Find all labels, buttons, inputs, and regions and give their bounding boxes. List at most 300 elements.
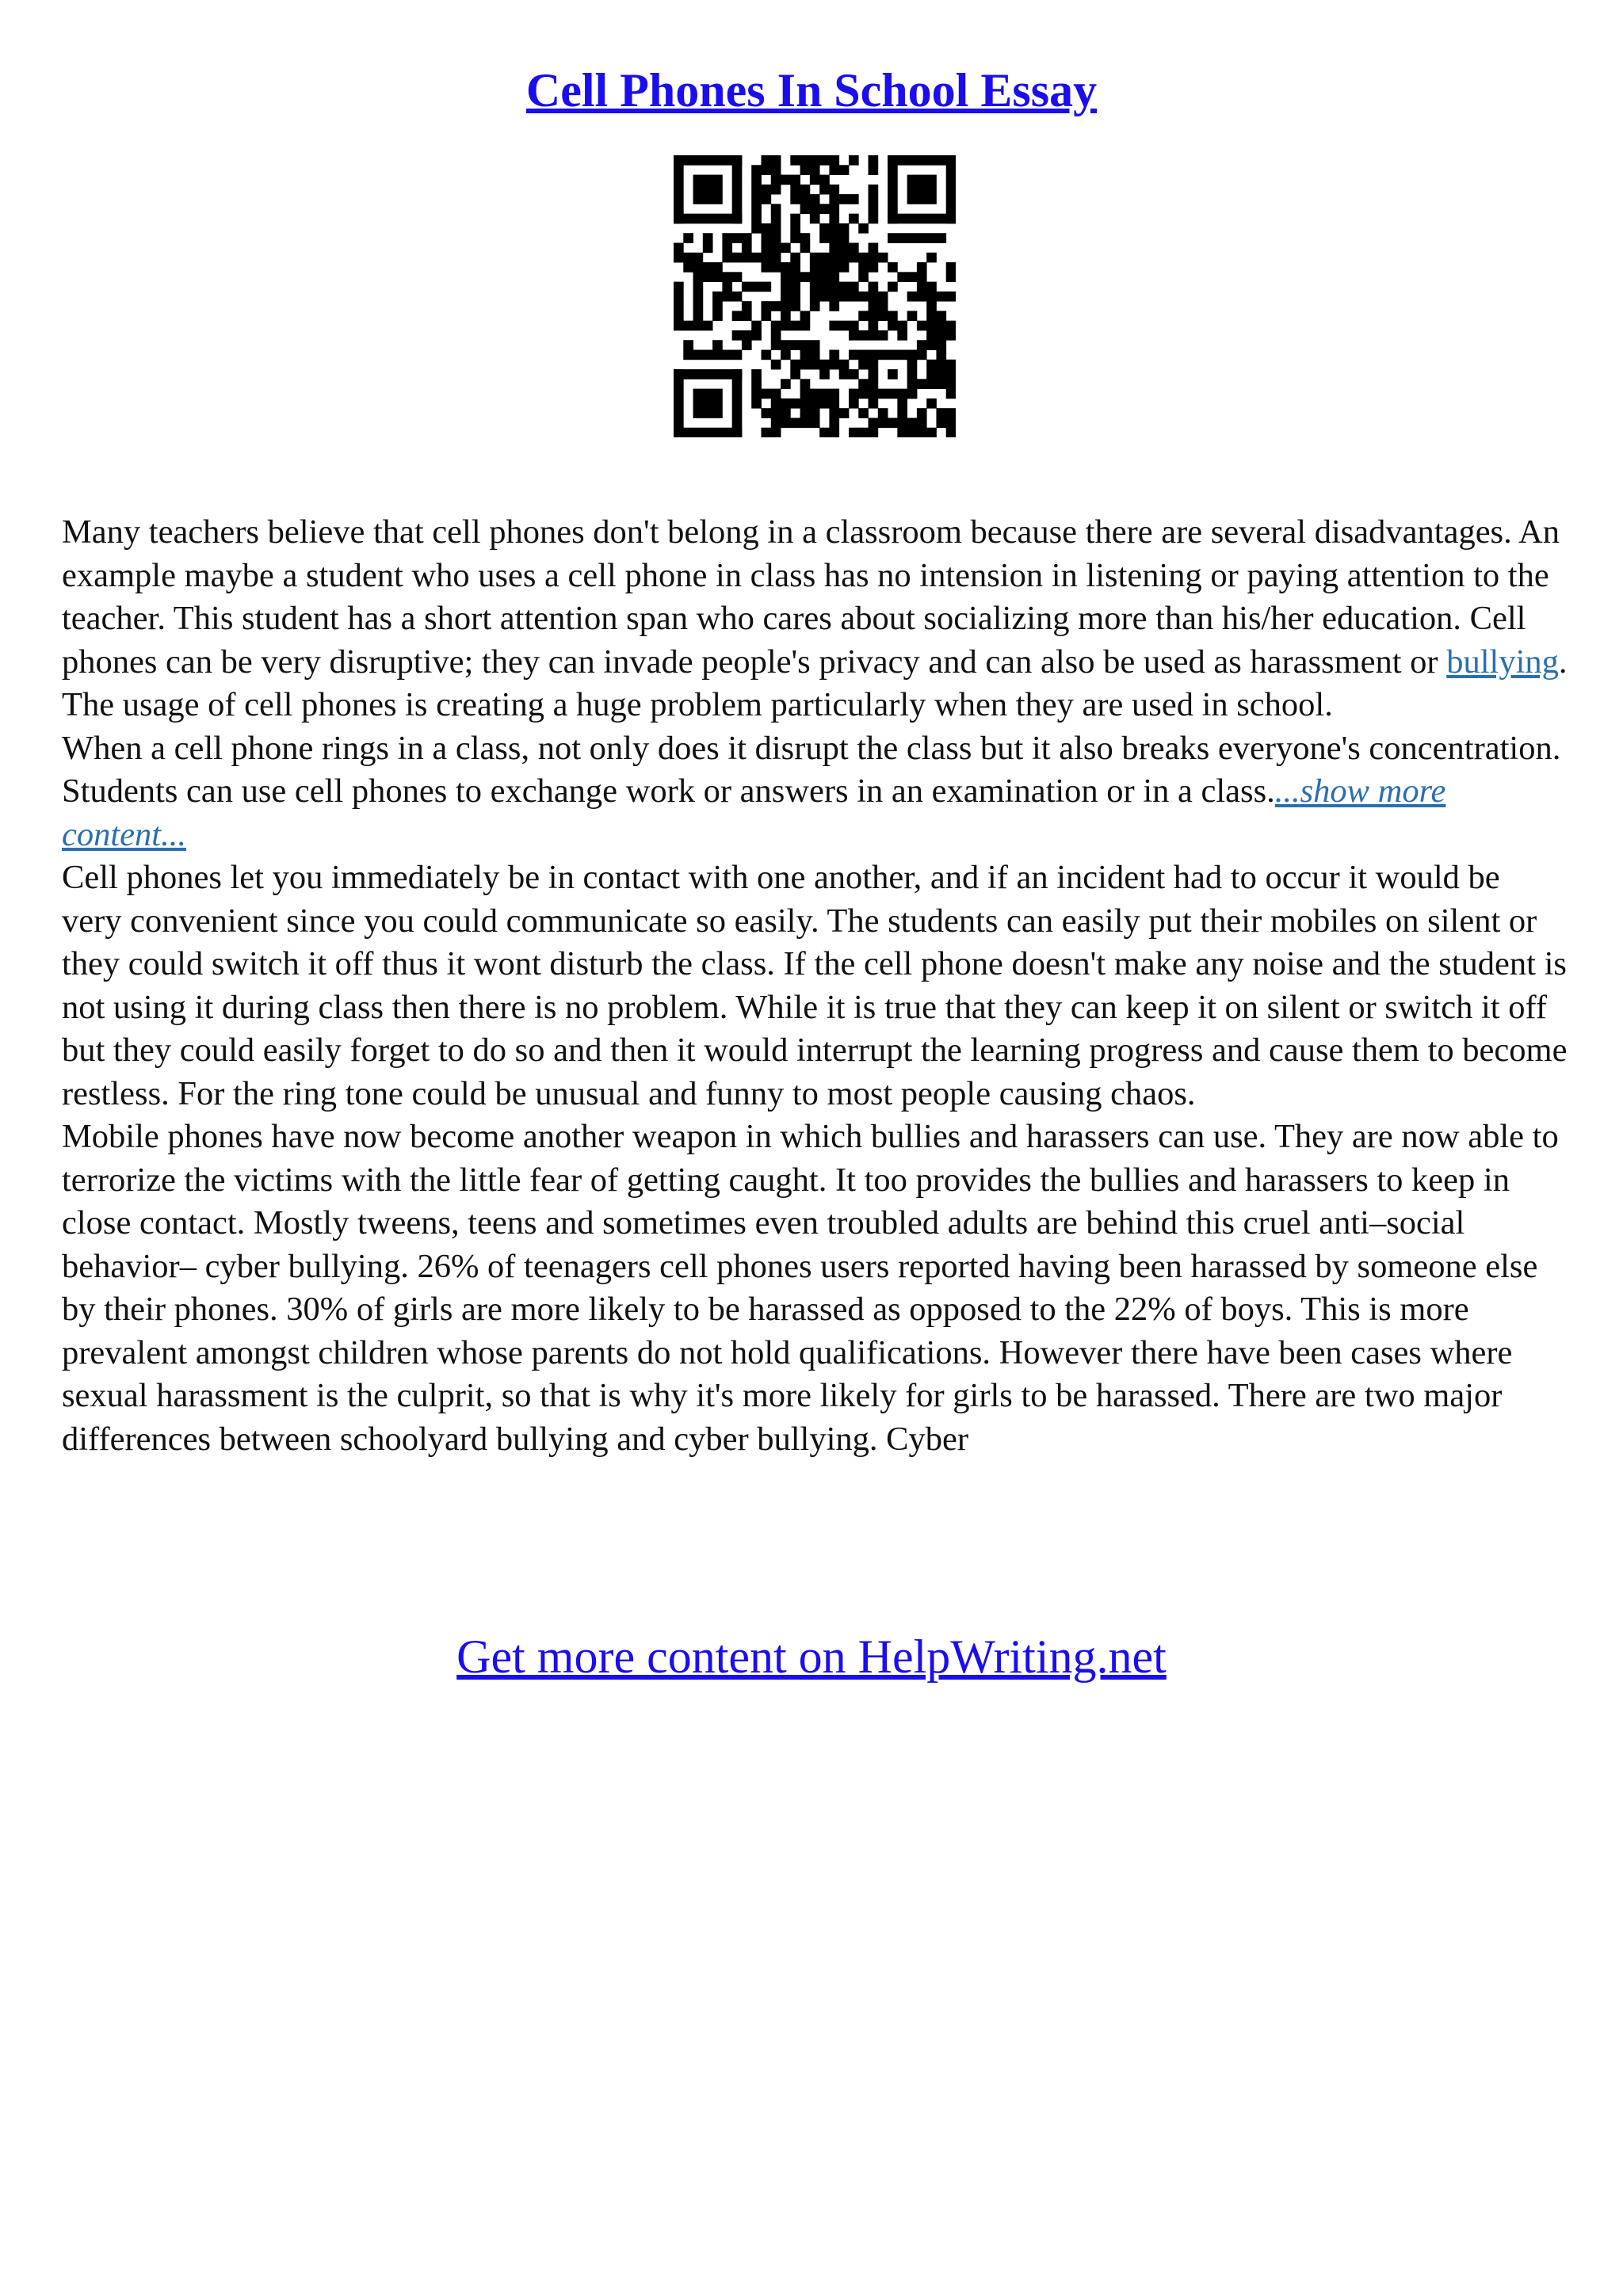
qr-module	[800, 272, 811, 282]
qr-module	[858, 408, 869, 418]
qr-module	[917, 262, 927, 273]
qr-module	[849, 292, 859, 302]
qr-module	[781, 272, 791, 282]
qr-module	[800, 399, 811, 409]
qr-module	[703, 233, 713, 243]
qr-module	[810, 292, 820, 302]
qr-module	[897, 408, 907, 418]
qr-module	[858, 330, 869, 341]
title-link[interactable]: Cell Phones In School Essay	[525, 64, 1098, 116]
qr-module	[888, 321, 898, 331]
qr-module	[810, 272, 820, 282]
qr-module	[790, 194, 800, 204]
qr-module	[869, 214, 879, 224]
qr-module	[751, 223, 762, 234]
qr-module	[810, 175, 820, 185]
qr-module	[771, 360, 781, 370]
qr-module	[761, 185, 771, 195]
qr-module	[869, 350, 879, 399]
qr-module	[946, 330, 956, 341]
qr-module	[800, 185, 811, 195]
qr-module	[858, 379, 869, 389]
qr-module	[819, 389, 830, 399]
qr-module	[829, 389, 839, 399]
qr-module	[849, 369, 859, 379]
qr-module	[751, 282, 762, 292]
qr-code-graphic	[674, 155, 956, 437]
qr-module	[858, 253, 869, 263]
qr-module	[897, 428, 907, 437]
qr-module	[674, 369, 742, 379]
qr-module	[693, 253, 704, 263]
qr-module	[771, 242, 781, 253]
qr-module	[751, 204, 762, 214]
qr-module	[869, 428, 879, 437]
qr-module	[810, 214, 820, 224]
qr-module	[829, 194, 839, 204]
qr-module	[732, 253, 743, 263]
qr-module	[790, 301, 800, 311]
qr-module	[897, 330, 907, 341]
qr-module	[829, 350, 839, 360]
qr-module	[810, 389, 820, 399]
qr-module	[869, 321, 879, 331]
qr-module	[790, 292, 800, 302]
qr-module	[674, 321, 684, 331]
qr-module	[858, 389, 869, 399]
qr-module	[849, 350, 859, 360]
qr-module	[674, 311, 684, 321]
qr-module	[771, 223, 781, 234]
qr-module	[781, 292, 791, 302]
qr-module	[819, 292, 830, 302]
qr-module	[917, 418, 927, 428]
qr-module	[907, 233, 918, 243]
qr-module	[751, 321, 762, 331]
qr-module	[829, 360, 839, 370]
qr-module	[771, 330, 781, 341]
qr-module	[712, 340, 723, 350]
qr-module	[751, 379, 762, 389]
essay-paragraph-3: Cell phones let you immediately be in contact with one another, and if an incident had to occur it would be very convenient since you could communicate so easily. The students can easily put their mobiles on silent or they could switch it off thus it wont disturb the class. If the cell phone doesn't make any noise and the student is not using it during class then there is no problem. While it is true that they can keep it on silent or switch it off but they could easily forget to do so and then it would interrupt the learning progress and cause them to become restless. For the ring tone could be unusual and funny to most people causing chaos.	[62, 859, 1568, 1112]
qr-module	[781, 282, 791, 292]
qr-module	[926, 399, 937, 409]
qr-module	[742, 242, 752, 253]
qr-module	[839, 223, 850, 234]
qr-module	[790, 175, 800, 185]
qr-module	[849, 399, 859, 409]
qr-module	[771, 165, 781, 175]
qr-module	[693, 175, 723, 204]
qr-module	[907, 175, 937, 204]
qr-module	[790, 321, 800, 331]
qr-module	[790, 340, 800, 350]
qr-module	[849, 214, 859, 224]
qr-module	[907, 428, 918, 437]
qr-module	[693, 272, 704, 282]
qr-module	[742, 330, 752, 341]
get-more-content-link[interactable]: Get more content on HelpWriting.net	[456, 1630, 1167, 1683]
qr-module	[693, 262, 704, 273]
qr-module	[829, 428, 839, 437]
qr-module	[732, 350, 743, 360]
qr-module	[742, 311, 752, 321]
qr-module	[790, 282, 800, 292]
qr-module	[800, 408, 811, 418]
qr-module	[936, 360, 946, 370]
qr-module	[751, 253, 762, 263]
qr-module	[839, 233, 850, 243]
qr-module	[712, 311, 723, 321]
qr-module	[771, 399, 781, 409]
qr-module	[674, 253, 684, 263]
qr-module	[781, 311, 791, 321]
qr-module	[761, 262, 771, 273]
qr-module	[810, 194, 820, 204]
qr-module	[858, 350, 869, 360]
qr-module	[917, 321, 927, 331]
qr-module	[703, 272, 713, 282]
qr-module	[936, 408, 946, 418]
qr-module	[907, 350, 918, 399]
footer	[0, 1628, 1623, 1685]
qr-module	[693, 292, 704, 302]
qr-module	[839, 369, 850, 379]
qr-module	[761, 223, 771, 234]
qr-module	[771, 214, 781, 224]
qr-module	[897, 233, 907, 243]
qr-module	[858, 428, 869, 437]
qr-module	[829, 253, 839, 263]
qr-module	[800, 165, 811, 175]
qr-module	[829, 214, 839, 224]
qr-module	[819, 262, 830, 273]
qr-module	[751, 214, 762, 224]
qr-module	[810, 350, 820, 360]
qr-module	[917, 428, 927, 437]
qr-module	[761, 301, 771, 311]
qr-module	[858, 311, 869, 321]
show-more-link[interactable]: ...show more content...	[62, 772, 1446, 853]
qr-module	[936, 350, 946, 360]
qr-module	[819, 369, 830, 379]
qr-module	[683, 233, 693, 243]
qr-module	[829, 242, 839, 253]
qr-module	[742, 340, 752, 350]
qr-module	[897, 272, 907, 282]
qr-module	[858, 360, 869, 370]
qr-module	[819, 175, 830, 185]
qr-module	[869, 262, 879, 273]
qr-module	[781, 418, 791, 428]
qr-module	[800, 233, 811, 243]
qr-module	[869, 204, 879, 214]
qr-module	[829, 301, 839, 311]
qr-module	[761, 242, 771, 253]
qr-module	[917, 282, 927, 292]
qr-module	[849, 194, 859, 204]
paragraph-1-text-end: . The usage of cell phones is creating a huge problem particularly when they are used in school.	[62, 643, 1568, 723]
qr-module	[722, 242, 732, 253]
qr-module	[946, 379, 956, 389]
qr-module	[829, 185, 839, 195]
qr-module	[761, 408, 771, 418]
qr-module	[829, 408, 839, 418]
qr-module	[761, 165, 771, 175]
qr-module	[946, 428, 956, 437]
qr-module	[888, 155, 898, 223]
qr-module	[674, 301, 684, 311]
qr-module	[683, 253, 693, 263]
qr-module	[790, 418, 800, 428]
qr-module	[761, 155, 771, 166]
qr-module	[800, 389, 811, 399]
qr-module	[849, 253, 859, 263]
qr-module	[829, 204, 839, 214]
qr-module	[790, 369, 800, 379]
qr-module	[946, 408, 956, 418]
qr-module	[790, 262, 800, 273]
qr-module	[771, 418, 781, 428]
qr-module	[907, 311, 918, 321]
qr-module	[897, 418, 907, 428]
qr-module	[771, 204, 781, 214]
qr-module	[869, 194, 879, 204]
qr-module	[829, 272, 839, 282]
qr-module	[761, 389, 771, 399]
qr-module	[683, 350, 693, 360]
qr-module	[849, 155, 859, 166]
qr-module	[761, 428, 771, 437]
qr-module	[907, 292, 918, 302]
qr-module	[810, 253, 820, 263]
qr-module	[722, 233, 732, 243]
page-title	[0, 62, 1623, 119]
qr-module	[790, 272, 800, 282]
qr-module	[810, 301, 820, 311]
qr-module	[790, 185, 800, 195]
qr-module	[869, 399, 879, 409]
qr-module	[693, 311, 704, 321]
qr-module	[926, 428, 937, 437]
qr-module	[781, 301, 791, 311]
qr-module	[946, 360, 956, 370]
qr-module	[888, 282, 898, 292]
qr-module	[761, 311, 771, 321]
qr-module	[829, 155, 839, 166]
qr-module	[761, 282, 771, 292]
qr-module	[926, 360, 937, 370]
qr-module	[781, 399, 791, 409]
qr-module	[732, 311, 743, 321]
qr-module	[839, 408, 850, 418]
qr-module	[703, 321, 713, 331]
qr-module	[722, 292, 732, 302]
qr-module	[674, 155, 684, 223]
qr-module	[917, 408, 927, 418]
qr-module	[771, 253, 781, 263]
qr-module	[888, 369, 898, 379]
qr-module	[829, 292, 839, 302]
qr-module	[712, 292, 723, 302]
qr-module	[936, 369, 946, 379]
qr-module	[839, 262, 850, 273]
qr-module	[869, 165, 879, 175]
qr-module	[819, 360, 830, 370]
qr-module	[819, 233, 830, 243]
qr-module	[800, 418, 811, 428]
qr-module	[810, 282, 820, 292]
qr-module	[771, 233, 781, 243]
qr-module	[732, 155, 743, 223]
qr-module	[771, 301, 781, 311]
qr-module	[849, 242, 859, 253]
qr-module	[926, 292, 937, 302]
qr-module	[897, 399, 907, 409]
qr-module	[800, 340, 811, 350]
qr-module	[829, 262, 839, 273]
qr-module	[946, 272, 956, 282]
qr-module	[810, 340, 820, 350]
qr-module	[839, 360, 850, 370]
qr-module	[888, 418, 898, 428]
qr-module	[936, 379, 946, 389]
qr-module	[878, 408, 888, 418]
qr-module	[771, 428, 781, 437]
qr-module	[926, 253, 937, 263]
qr-module	[810, 155, 820, 166]
qr-module	[869, 155, 879, 166]
qr-module	[810, 408, 820, 418]
qr-module	[878, 418, 888, 428]
qr-module	[839, 165, 850, 175]
qr-module	[751, 399, 762, 409]
qr-module	[819, 253, 830, 263]
qr-module	[869, 292, 879, 302]
qr-module	[946, 262, 956, 273]
qr-module	[751, 165, 762, 175]
qr-module	[742, 233, 752, 243]
qr-module	[917, 379, 927, 389]
qr-module	[800, 204, 811, 214]
qr-module	[926, 330, 937, 341]
qr-module	[946, 321, 956, 331]
qr-module	[722, 253, 732, 263]
qr-module	[829, 165, 839, 175]
qr-module	[858, 262, 869, 273]
qr-module	[790, 223, 800, 234]
qr-module	[712, 272, 723, 282]
qr-module	[771, 321, 781, 331]
qr-module	[946, 292, 956, 302]
qr-module	[897, 321, 907, 331]
qr-module	[800, 360, 811, 370]
qr-module	[946, 155, 956, 223]
qr-module	[732, 292, 743, 302]
qr-module	[926, 311, 937, 321]
qr-module	[839, 253, 850, 263]
qr-module	[849, 389, 859, 399]
qr-module	[790, 253, 800, 263]
qr-module	[790, 155, 800, 166]
essay-paragraph-4: Mobile phones have now become another weapon in which bullies and harassers can use. They are now able to terrorize the victims with the little fear of getting caught. It too provides the bullies and harassers to keep in close contact. Mostly tweens, teens and sometimes even troubled adults are behind this cruel anti–social behavior– cyber bullying. 26% of teenagers cell phones users reported having been harassed by someone else by their phones. 30% of girls are more likely to be harassed as opposed to the 22% of boys. This is more prevalent amongst children whose parents do not hold qualifications. However there have been cases where sexual harassment is the culprit, so that is why it's more likely for girls to be harassed. There are two major differences between schoolyard bullying and cyber bullying. Cyber	[62, 1118, 1559, 1458]
qr-module	[800, 311, 811, 321]
qr-module	[674, 282, 684, 292]
qr-module	[781, 379, 791, 389]
qr-module	[742, 301, 752, 311]
qr-module	[878, 253, 888, 263]
qr-module	[800, 242, 811, 253]
qr-module	[683, 340, 693, 350]
qr-module	[946, 418, 956, 428]
qr-module	[917, 340, 927, 350]
qr-module	[722, 350, 732, 360]
qr-module	[732, 272, 743, 282]
qr-module	[674, 242, 684, 253]
qr-module	[751, 330, 762, 341]
qr-module	[703, 262, 713, 273]
essay-paragraph-1	[62, 511, 1568, 727]
qr-module	[790, 360, 800, 370]
qr-module	[674, 155, 742, 166]
qr-module	[888, 311, 898, 321]
qr-module	[926, 379, 937, 389]
qr-module	[926, 321, 937, 331]
qr-module	[839, 292, 850, 302]
qr-module	[869, 185, 879, 195]
qr-module	[878, 292, 888, 302]
qr-module	[819, 185, 830, 195]
qr-module	[839, 242, 850, 253]
qr-module	[771, 155, 781, 166]
qr-module	[693, 389, 723, 418]
qr-module	[917, 292, 927, 302]
qr-module	[829, 233, 839, 243]
qr-module	[800, 155, 811, 166]
qr-module	[810, 418, 820, 428]
qr-module	[946, 389, 956, 399]
essay-body	[62, 511, 1568, 1461]
qr-module	[712, 262, 723, 273]
qr-module	[849, 330, 859, 341]
bullying-link[interactable]: bullying	[1446, 643, 1559, 681]
qr-module	[693, 350, 704, 360]
qr-module	[869, 330, 879, 341]
qr-module	[761, 233, 771, 243]
qr-module	[858, 292, 869, 302]
paragraph-2-text: When a cell phone rings in a class, not only does it disrupt the class but it also breaks everyone's concentration. Students can use cell phones to exchange work or answers in an examination or in a class.	[62, 729, 1561, 810]
qr-module	[907, 418, 918, 428]
qr-module	[771, 185, 781, 195]
qr-module	[761, 350, 771, 360]
qr-module	[751, 175, 762, 185]
qr-module	[819, 282, 830, 292]
qr-module	[732, 369, 743, 437]
qr-module	[907, 272, 918, 282]
qr-module	[751, 389, 762, 399]
qr-module	[858, 272, 869, 282]
qr-module	[781, 175, 791, 185]
qr-module	[674, 428, 742, 437]
qr-module	[790, 399, 800, 409]
qr-module	[819, 399, 830, 409]
qr-module	[771, 262, 781, 273]
qr-module	[926, 233, 937, 243]
qr-module	[819, 155, 830, 166]
qr-module	[936, 321, 946, 331]
qr-module	[761, 194, 771, 204]
qr-module	[810, 360, 820, 370]
